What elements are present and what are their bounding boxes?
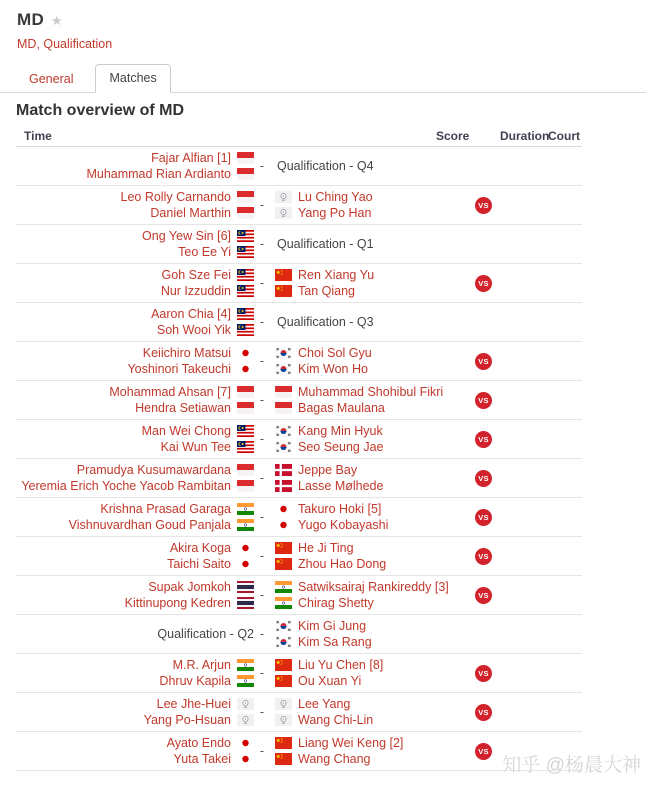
flag-ina-icon <box>237 152 254 164</box>
match-row <box>16 303 582 342</box>
player-link[interactable]: Teo Ee Yi <box>178 245 231 259</box>
team2-cell <box>270 541 436 571</box>
page-title: MD <box>17 10 45 29</box>
flag-ina-icon <box>237 402 254 414</box>
flag-mas-icon <box>237 308 254 320</box>
player-line <box>16 346 254 360</box>
player-line <box>16 229 254 243</box>
separator-dash: - <box>259 588 265 602</box>
flag-den-icon <box>275 480 292 492</box>
player-line <box>16 245 254 259</box>
team2-cell <box>270 190 436 220</box>
score-cell <box>436 587 492 604</box>
player-link[interactable]: Lee Yang <box>298 697 351 711</box>
player-link[interactable]: Soh Wooi Yik <box>156 323 231 337</box>
player-line <box>270 424 436 438</box>
flag-tpe-icon <box>275 207 292 219</box>
team1-cell <box>16 658 254 688</box>
flag-tpe-icon <box>275 714 292 726</box>
team2-cell <box>270 697 436 727</box>
player-link[interactable]: Yuta Takei <box>173 752 231 766</box>
score-cell <box>436 431 492 448</box>
player-link[interactable]: Muhammad Shohibul Fikri <box>298 385 444 399</box>
player-line <box>16 736 254 750</box>
flag-tha-icon <box>237 581 254 593</box>
player-line <box>270 736 436 750</box>
flag-tha-icon <box>237 597 254 609</box>
player-link[interactable]: Yeremia Erich Yoche Yacob Rambitan <box>21 479 231 493</box>
separator-dash: - <box>259 627 265 641</box>
player-line <box>16 674 254 688</box>
qualification-placeholder: Qualification - Q1 <box>277 237 374 251</box>
player-line <box>16 541 254 555</box>
flag-jpn-icon <box>275 519 292 531</box>
player-line <box>16 190 254 204</box>
player-line <box>270 502 436 516</box>
flag-kor-icon <box>275 363 292 375</box>
player-line <box>16 206 254 220</box>
player-line <box>270 190 436 204</box>
vs-badge[interactable]: VS <box>475 548 492 565</box>
player-link[interactable]: Ong Yew Sin [6] <box>142 229 231 243</box>
team2-cell <box>270 580 449 610</box>
match-row <box>16 186 582 225</box>
vs-badge[interactable]: VS <box>475 431 492 448</box>
player-line <box>270 362 436 376</box>
player-line <box>270 697 436 711</box>
separator-dash: - <box>259 549 265 563</box>
player-link[interactable]: Nur Izzuddin <box>160 284 231 298</box>
flag-jpn-icon <box>275 503 292 515</box>
player-line <box>270 713 436 727</box>
separator-dash: - <box>259 432 265 446</box>
vs-badge[interactable]: VS <box>475 275 492 292</box>
flag-chn-icon <box>275 285 292 297</box>
player-line <box>270 674 436 688</box>
flag-chn-icon <box>275 558 292 570</box>
player-line <box>16 151 254 165</box>
col-header-duration: Duration <box>500 128 550 143</box>
vs-badge[interactable]: VS <box>475 665 492 682</box>
team1-cell <box>16 424 254 454</box>
team2-cell <box>270 385 444 415</box>
player-line <box>16 385 254 399</box>
flag-chn-icon <box>275 737 292 749</box>
score-cell <box>436 392 492 409</box>
section-heading: Match overview of MD <box>16 102 185 119</box>
col-header-time: Time <box>24 128 52 143</box>
player-link[interactable]: Kittinupong Kedren <box>124 596 231 610</box>
player-line <box>270 658 436 672</box>
flag-mas-icon <box>237 230 254 242</box>
team2-cell <box>270 424 436 454</box>
player-link[interactable]: Ayato Endo <box>166 736 231 750</box>
flag-mas-icon <box>237 425 254 437</box>
vs-badge[interactable]: VS <box>475 470 492 487</box>
match-row <box>16 147 582 186</box>
match-table-body <box>16 147 582 771</box>
player-link[interactable]: Dhruv Kapila <box>159 674 231 688</box>
player-line <box>16 167 254 181</box>
flag-ind-icon <box>275 581 292 593</box>
flag-ina-icon <box>237 480 254 492</box>
separator-dash: - <box>259 276 265 290</box>
player-link[interactable]: M.R. Arjun <box>172 658 231 672</box>
player-link[interactable]: Yang Po-Hsuan <box>143 713 231 727</box>
flag-jpn-icon <box>237 347 254 359</box>
player-line <box>270 557 436 571</box>
player-line <box>16 518 254 532</box>
player-line <box>270 284 436 298</box>
separator-dash: - <box>259 705 265 719</box>
flag-tpe-icon <box>275 698 292 710</box>
match-table <box>16 125 582 771</box>
flag-kor-icon <box>275 620 292 632</box>
player-line <box>16 401 254 415</box>
team2-cell <box>270 658 436 688</box>
player-line <box>270 635 436 649</box>
match-row <box>16 576 582 615</box>
separator-dash: - <box>259 393 265 407</box>
flag-kor-icon <box>275 425 292 437</box>
player-link[interactable]: Kim Gi Jung <box>298 619 367 633</box>
player-link[interactable]: Daniel Marthin <box>150 206 231 220</box>
player-link[interactable]: Kang Min Hyuk <box>298 424 383 438</box>
player-line <box>270 541 436 555</box>
player-link[interactable]: Liang Wei Keng [2] <box>298 736 404 750</box>
team1-cell <box>16 151 254 181</box>
match-row <box>16 459 582 498</box>
player-line <box>16 307 254 321</box>
match-row <box>16 264 582 303</box>
flag-chn-icon <box>275 542 292 554</box>
player-line <box>16 596 254 610</box>
flag-tpe-icon <box>237 714 254 726</box>
flag-chn-icon <box>275 753 292 765</box>
match-row <box>16 342 582 381</box>
flag-ind-icon <box>237 659 254 671</box>
team2-cell <box>270 346 436 376</box>
score-cell <box>436 197 492 214</box>
flag-tpe-icon <box>237 698 254 710</box>
vs-badge[interactable]: VS <box>475 353 492 370</box>
player-link[interactable]: Fajar Alfian [1] <box>151 151 231 165</box>
player-link[interactable]: Jeppe Bay <box>298 463 358 477</box>
flag-ina-icon <box>237 386 254 398</box>
team2-cell <box>270 502 436 532</box>
player-line <box>270 401 436 415</box>
player-link[interactable]: Hendra Setiawan <box>135 401 231 415</box>
match-row <box>16 537 582 576</box>
player-line <box>270 479 436 493</box>
player-line <box>16 440 254 454</box>
team1-cell <box>16 346 254 376</box>
flag-tpe-icon <box>275 191 292 203</box>
flag-mas-icon <box>237 246 254 258</box>
player-link[interactable]: Akira Koga <box>169 541 231 555</box>
player-link[interactable]: Goh Sze Fei <box>161 268 231 282</box>
team1-cell <box>16 307 254 337</box>
match-row <box>16 615 582 654</box>
player-line <box>270 596 436 610</box>
player-line <box>16 362 254 376</box>
player-line <box>270 619 436 633</box>
vs-badge[interactable]: VS <box>475 587 492 604</box>
player-link[interactable]: Leo Rolly Carnando <box>120 190 231 204</box>
player-link[interactable]: Ren Xiang Yu <box>298 268 375 282</box>
separator-dash: - <box>259 744 265 758</box>
player-line <box>16 424 254 438</box>
player-line <box>16 323 254 337</box>
player-link[interactable]: Bagas Maulana <box>298 401 385 415</box>
player-line <box>270 440 436 454</box>
player-link[interactable]: Wang Chi-Lin <box>298 713 374 727</box>
player-link[interactable]: Krishna Prasad Garaga <box>100 502 231 516</box>
flag-ind-icon <box>275 597 292 609</box>
col-header-score: Score <box>436 128 470 143</box>
player-link[interactable]: Yugo Kobayashi <box>298 518 389 532</box>
tab-bar <box>0 66 646 93</box>
vs-badge[interactable]: VS <box>475 197 492 214</box>
player-link[interactable]: Lu Ching Yao <box>298 190 373 204</box>
vs-badge[interactable]: VS <box>475 704 492 721</box>
page-header <box>0 0 646 53</box>
qualification-placeholder: Qualification - Q2 <box>157 627 254 641</box>
player-link[interactable]: Keiichiro Matsui <box>142 346 231 360</box>
player-line <box>270 346 436 360</box>
flag-ina-icon <box>237 464 254 476</box>
player-link[interactable]: Chirag Shetty <box>298 596 374 610</box>
flag-ind-icon <box>237 519 254 531</box>
player-link[interactable]: Liu Yu Chen [8] <box>298 658 384 672</box>
player-link[interactable]: Yang Po Han <box>298 206 372 220</box>
player-line <box>16 658 254 672</box>
player-line <box>270 268 436 282</box>
player-link[interactable]: Mohammad Ahsan [7] <box>109 385 231 399</box>
player-line <box>16 284 254 298</box>
player-line <box>270 385 444 399</box>
team1-cell <box>16 190 254 220</box>
watermark: 知乎 @杨晨大神 <box>502 755 641 776</box>
tab-matches[interactable]: Matches <box>95 64 170 93</box>
score-cell <box>436 743 492 760</box>
player-line <box>270 463 436 477</box>
vs-badge[interactable]: VS <box>475 392 492 409</box>
separator-dash: - <box>259 237 265 251</box>
flag-ina-icon <box>237 207 254 219</box>
team1-cell <box>16 463 254 493</box>
team1-cell <box>16 229 254 259</box>
player-link[interactable]: Lasse Mølhede <box>298 479 384 493</box>
separator-dash: - <box>259 315 265 329</box>
score-cell <box>436 353 492 370</box>
score-cell <box>436 665 492 682</box>
vs-badge[interactable]: VS <box>475 743 492 760</box>
flag-kor-icon <box>275 347 292 359</box>
player-link[interactable]: Tan Qiang <box>298 284 355 298</box>
flag-ind-icon <box>237 503 254 515</box>
player-link[interactable]: Kim Sa Rang <box>298 635 372 649</box>
flag-mas-icon <box>237 441 254 453</box>
breadcrumb-link[interactable]: MD, Qualification <box>17 37 113 51</box>
flag-mas-icon <box>237 285 254 297</box>
player-link[interactable]: Kim Won Ho <box>298 362 368 376</box>
player-link[interactable]: Kai Wun Tee <box>160 440 231 454</box>
flag-jpn-icon <box>237 753 254 765</box>
player-line <box>16 479 254 493</box>
flag-jpn-icon <box>237 737 254 749</box>
score-cell <box>436 548 492 565</box>
player-link[interactable]: Muhammad Rian Ardianto <box>86 167 231 181</box>
match-row <box>16 654 582 693</box>
player-line <box>16 463 254 477</box>
player-link[interactable]: Choi Sol Gyu <box>298 346 372 360</box>
score-cell <box>436 275 492 292</box>
player-line <box>16 502 254 516</box>
score-cell <box>436 509 492 526</box>
separator-dash: - <box>259 666 265 680</box>
player-line <box>270 518 436 532</box>
separator-dash: - <box>259 354 265 368</box>
flag-ina-icon <box>237 168 254 180</box>
flag-ina-icon <box>275 402 292 414</box>
player-link[interactable]: Wang Chang <box>298 752 371 766</box>
team2-cell <box>270 463 436 493</box>
player-link[interactable]: Aaron Chia [4] <box>151 307 231 321</box>
flag-ina-icon <box>275 386 292 398</box>
player-line <box>270 206 436 220</box>
player-link[interactable]: Takuro Hoki [5] <box>298 502 382 516</box>
flag-den-icon <box>275 464 292 476</box>
player-link[interactable]: Vishnuvardhan Goud Panjala <box>68 518 231 532</box>
match-row <box>16 693 582 732</box>
player-line <box>270 752 436 766</box>
player-link[interactable]: Zhou Hao Dong <box>298 557 387 571</box>
player-link[interactable]: Taichi Saito <box>167 557 231 571</box>
team1-cell <box>16 736 254 766</box>
col-header-court: Court <box>548 128 580 143</box>
match-row <box>16 381 582 420</box>
player-line <box>16 557 254 571</box>
player-line <box>16 580 254 594</box>
match-row <box>16 732 582 771</box>
player-link[interactable]: Ou Xuan Yi <box>298 674 362 688</box>
score-cell <box>436 704 492 721</box>
qualification-placeholder: Qualification - Q3 <box>277 315 374 329</box>
qualification-placeholder: Qualification - Q4 <box>277 159 374 173</box>
team1-cell <box>16 541 254 571</box>
flag-mas-icon <box>237 324 254 336</box>
team1-cell <box>16 580 254 610</box>
team2-cell <box>270 268 436 298</box>
separator-dash: - <box>259 198 265 212</box>
match-row <box>16 498 582 537</box>
player-link[interactable]: Supak Jomkoh <box>148 580 231 594</box>
player-line <box>16 752 254 766</box>
favorite-star-icon[interactable]: ★ <box>51 12 63 28</box>
flag-kor-icon <box>275 636 292 648</box>
table-header-row <box>16 125 582 147</box>
player-line <box>270 580 449 594</box>
flag-ina-icon <box>237 191 254 203</box>
separator-dash: - <box>259 471 265 485</box>
flag-jpn-icon <box>237 558 254 570</box>
player-line <box>16 268 254 282</box>
team2-cell <box>270 736 436 766</box>
player-link[interactable]: Seo Seung Jae <box>298 440 384 454</box>
player-link[interactable]: Yoshinori Takeuchi <box>127 362 231 376</box>
player-link[interactable]: Satwiksairaj Rankireddy [3] <box>298 580 449 594</box>
score-cell <box>436 470 492 487</box>
team1-cell <box>16 385 254 415</box>
team1-cell <box>16 697 254 727</box>
vs-badge[interactable]: VS <box>475 509 492 526</box>
team1-cell <box>16 502 254 532</box>
main-content <box>0 102 646 771</box>
flag-chn-icon <box>275 269 292 281</box>
match-row <box>16 225 582 264</box>
flag-jpn-icon <box>237 363 254 375</box>
flag-mas-icon <box>237 269 254 281</box>
tab-general[interactable]: General <box>29 72 74 86</box>
team2-cell <box>270 619 436 649</box>
player-line <box>16 697 254 711</box>
player-link[interactable]: Man Wei Chong <box>141 424 231 438</box>
flag-kor-icon <box>275 441 292 453</box>
match-row <box>16 420 582 459</box>
flag-jpn-icon <box>237 542 254 554</box>
team1-cell <box>16 268 254 298</box>
player-link[interactable]: Pramudya Kusumawardana <box>76 463 231 477</box>
flag-chn-icon <box>275 659 292 671</box>
player-line <box>16 713 254 727</box>
separator-dash: - <box>259 510 265 524</box>
flag-chn-icon <box>275 675 292 687</box>
player-link[interactable]: He Ji Ting <box>298 541 354 555</box>
player-link[interactable]: Lee Jhe-Huei <box>156 697 231 711</box>
flag-ind-icon <box>237 675 254 687</box>
separator-dash: - <box>259 159 265 173</box>
